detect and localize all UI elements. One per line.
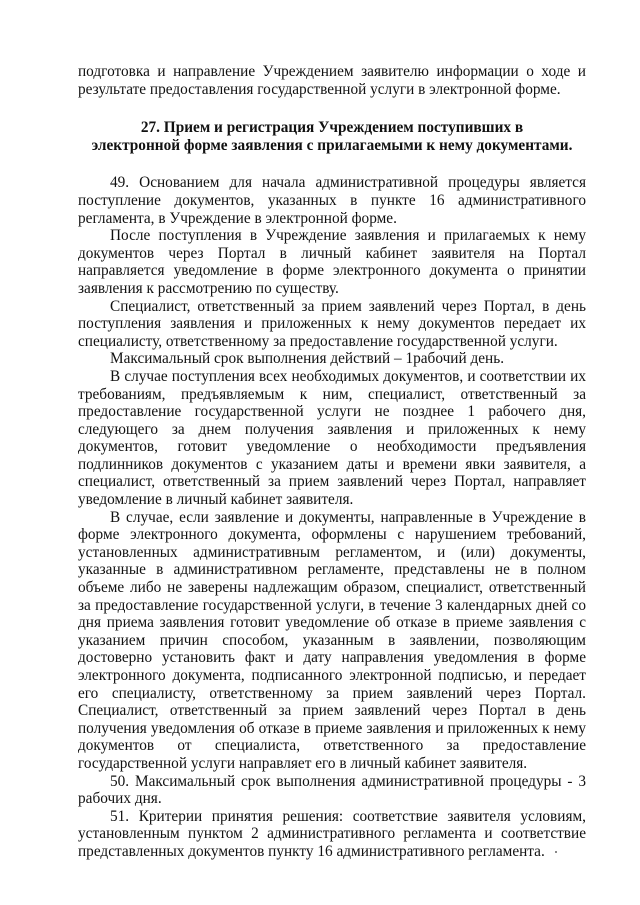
paragraph-violation-case: В случае, если заявление и документы, направленные в Учреждение в форме электронного документа, оформлены с нарушением требований, установленных административным регламентом, и (или) документы, указанные в административном регламенте, представлены не в полном объеме либо не заверены надлежащим образом, специалист, ответственный за предоставление государственной услуги, в течение 3 календарных дней со дня приема заявления готовит уведомление об отказе в приеме заявления с указанием причин способом, указанным в заявлении, позволяющим достоверно установить факт и дату направления уведомления в форме электронного документа, подписанного электронной подписью, и передает его специалисту, ответственному за прием заявлений через Портал. Специалист, ответственный за прием заявлений через Портал в день получения уведомления об отказе в приеме заявления и приложенных к нему документов от специалиста, ответственного за предоставление государственной услуги направляет его в личный кабинет заявителя. xyxy=(78,508,586,772)
paragraph-max-term-actions: Максимальный срок выполнения действий – 1рабочий день. xyxy=(110,350,505,368)
scan-speck xyxy=(555,851,557,853)
paragraph-50: 50. Максимальный срок выполнения административной процедуры - 3 рабочих дня. xyxy=(78,772,586,808)
intro-paragraph: подготовка и направление Учреждением заявителю информации о ходе и результате предоставления государственной услуги в электронной форме. xyxy=(78,63,586,98)
section-heading xyxy=(78,119,586,154)
paragraph-after-receipt: После поступления в Учреждение заявления и прилагаемых к нему документов через Портал в личный кабинет заявителя на Портал направляется уведомление в форме электронного документа о принятии заявления к рассмотрению по существу. xyxy=(78,227,586,297)
paragraph-all-documents-received: В случае поступления всех необходимых документов, и соответствии их требованиям, предъявляемым к ним, специалист, ответственный за предоставление государственной услуги не позднее 1 рабочего дня, следующего за днем получения заявления и приложенных к нему документов, готовит уведомление о необходимости предъявления подлинников документов с указанием даты и времени явки заявителя, а специалист, ответственный за прием заявлений через Портал, направляет уведомление в личный кабинет заявителя. xyxy=(78,367,586,509)
section-heading-line-1: 27. Прием и регистрация Учреждением поступивших в xyxy=(140,119,524,137)
paragraph-specialist-transfer: Специалист, ответственный за прием заявлений через Портал, в день поступления заявления и приложенных к нему документов передает их специалисту, ответственному за предоставление государственной услуги. xyxy=(78,297,586,350)
paragraph-49: 49. Основанием для начала административной процедуры является поступление документов, указанных в пункте 16 административного регламента, в Учреждение в электронной форме. xyxy=(78,174,586,227)
section-heading-line-2: электронной форме заявления с прилагаемыми к нему документами. xyxy=(91,136,573,154)
paragraph-51-text: 51. Критерии принятия решения: соответствие заявителя условиям, установленным пунктом 2 административного регламента и соответствие представленных документов пункту 16 административного регламента. xyxy=(78,807,586,860)
paragraph-51 xyxy=(78,808,586,861)
